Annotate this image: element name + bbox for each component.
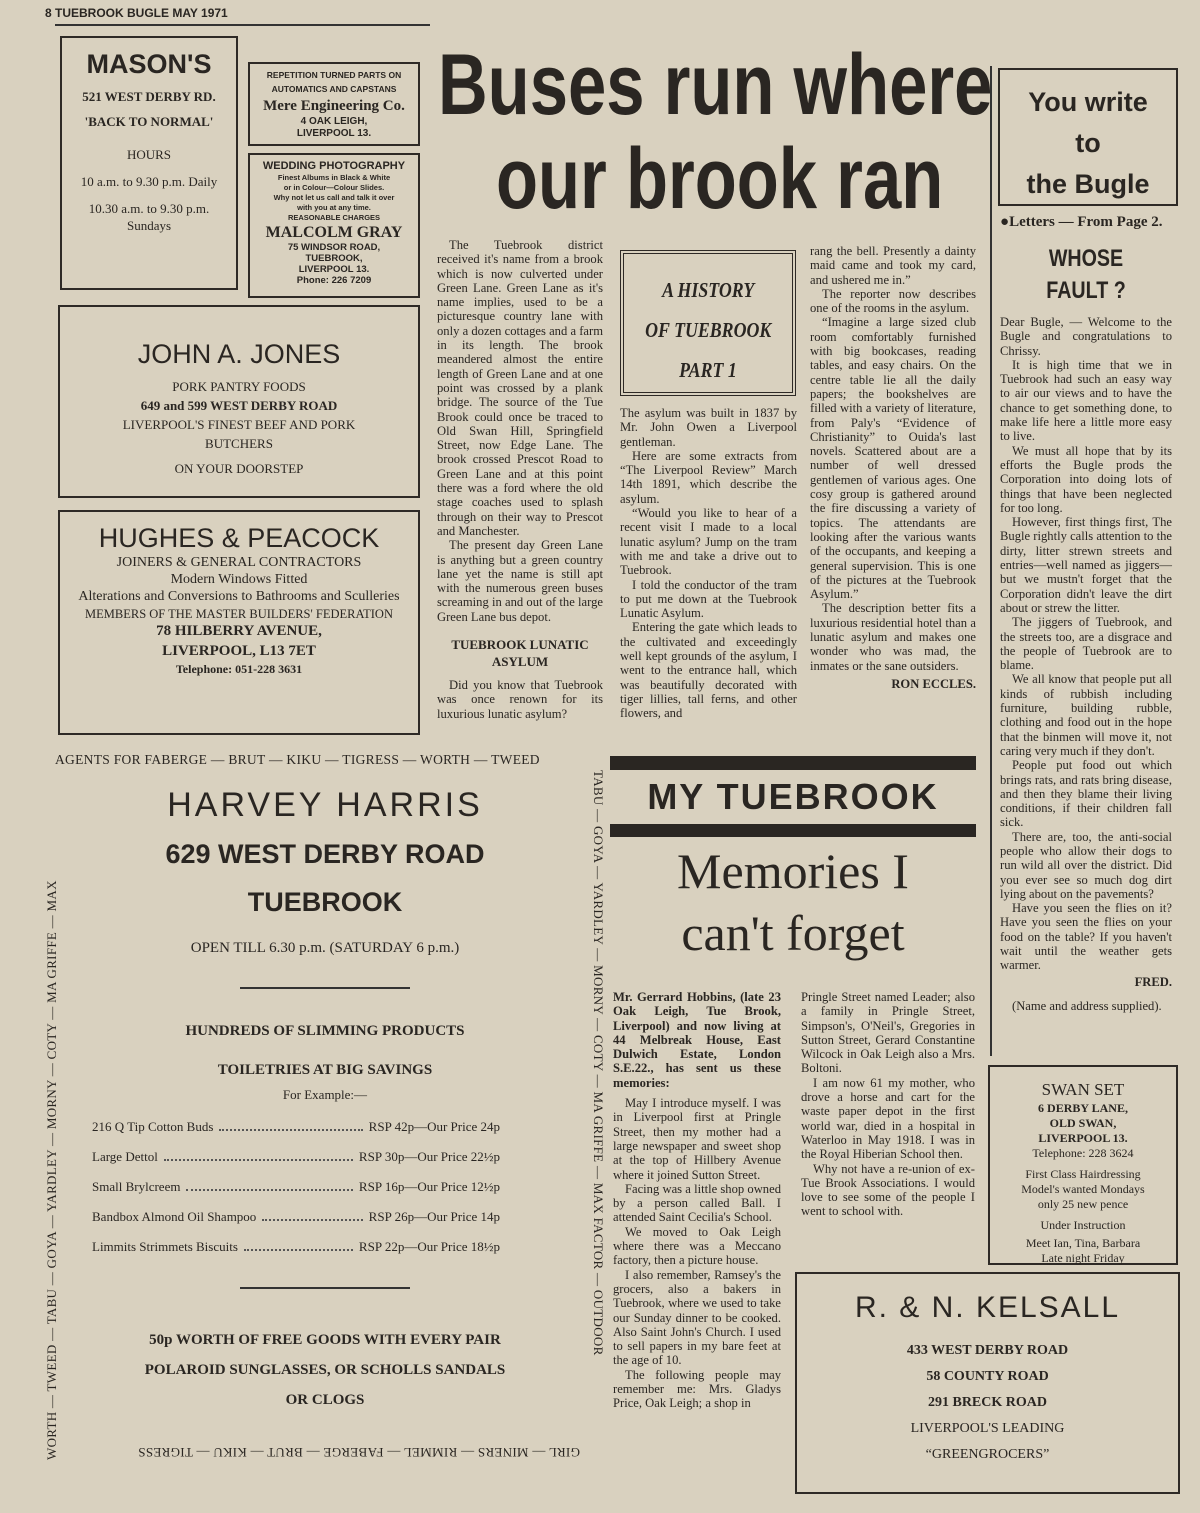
ad-address: 521 WEST DERBY RD.: [82, 89, 216, 104]
brands-strip-top: AGENTS FOR FABERGE — BRUT — KIKU — TIGRESS — WORTH — TWEED: [55, 752, 540, 767]
ad-address: LIVERPOOL 13.: [296, 128, 372, 139]
ad-address: 78 HILBERRY AVENUE,: [156, 623, 322, 639]
item-price: RSP 30p—Our Price 22½p: [358, 1149, 500, 1164]
harvey-harris-ad: [70, 780, 580, 1415]
paragraph: Facing was a little shop owned by a person called Ball. I attended Saint Cecilia's School.: [613, 1181, 781, 1225]
hughes-peacock-ad: [58, 510, 420, 735]
paragraph: The reporter now describes one of the rooms in the asylum.: [810, 286, 976, 316]
paragraph: However, first things first, The Bugle rightly calls attention to the dirty, litter strewn streets and entries—well named as jiggers—but we mustn't forget that the Corporation didn't leave the dirt about or strew the litter.: [1000, 515, 1172, 615]
price-row: [92, 1179, 500, 1195]
ad-line: For Example:—: [282, 1087, 368, 1102]
ad-title: WEDDING PHOTOGRAPHY: [262, 160, 406, 172]
opening-hours: OPEN TILL 6.30 p.m. (SATURDAY 6 p.m.): [190, 940, 460, 956]
paragraph: The description better fits a luxurious residential hotel than a lunatic asylum and makes one wonder who was mad, the inmates or the sane outsiders.: [810, 601, 976, 673]
ad-title: Mere Engineering Co.: [263, 98, 405, 114]
ad-line: MEMBERS OF THE MASTER BUILDERS' FEDERATION: [85, 607, 393, 621]
ad-line: ON YOUR DOORSTEP: [174, 461, 304, 476]
paragraph: Did you know that Tuebrook was once renown for its luxurious lunatic asylum?: [437, 678, 603, 721]
headline-line: our brook ran: [496, 131, 944, 227]
memories-column-2: [801, 990, 975, 1219]
ad-address: 6 DERBY LANE,: [1038, 1101, 1128, 1115]
box-line: to: [1075, 128, 1101, 158]
ad-phone: Telephone: 228 3624: [1032, 1146, 1134, 1160]
ad-phone: Telephone: 051-228 3631: [175, 662, 303, 676]
swan-set-ad: [988, 1065, 1178, 1265]
headline-line: Buses run where: [438, 37, 993, 133]
paragraph: “Would you like to hear of a recent visit I made to a local lunatic asylum? Jump on the tram with me and take a drive out to Tuebrook.: [620, 506, 797, 578]
letter-headline: WHOSE FAULT ?: [1046, 245, 1126, 304]
ad-title: HARVEY HARRIS: [167, 786, 483, 824]
paragraph: Dear Bugle, — Welcome to the Bugle and congratulations to Chrissy.: [1000, 315, 1172, 358]
ad-address: 4 OAK LEIGH,: [300, 116, 368, 127]
item-name: Limmits Strimmets Biscuits: [92, 1239, 238, 1254]
black-rule: [610, 756, 976, 770]
paragraph: Entering the gate which leads to the cultivated and exceedingly well kept grounds of the asylum, I went to the entrance hall, which was beautifully decorated with tiger lillies, tall ferns, and other flowers, and: [620, 620, 797, 721]
paragraph: We moved to Oak Leigh where there was a Meccano factory, then a picture house.: [613, 1224, 781, 1268]
item-name: Bandbox Almond Oil Shampoo: [92, 1209, 257, 1224]
divider: [240, 987, 410, 989]
ad-line: Modern Windows Fitted: [170, 572, 308, 587]
price-row: [92, 1149, 500, 1165]
paragraph: Pringle Street named Leader; also a family in Pringle Street, Simpson's, O'Neil's, Gregories in Sutton Street, Gerard Constantine Wilcock in Oak Leigh also a Mrs. Boltoni.: [801, 990, 975, 1076]
paragraph: May I introduce myself. I was in Liverpool first at Pringle Street, then my mother had a large newspaper and sweet shop at the top of Hillbery Avenue where it joined Sutton Street.: [613, 1096, 781, 1182]
note: (Name and address supplied).: [1012, 998, 1162, 1013]
intro: Mr. Gerrard Hobbins, (late 23 Oak Leigh, Tue Brook, Liverpool) and now living at 44 Melbreak House, East Dulwich Estate, London S.E.22., has sent us these memories:: [613, 990, 781, 1090]
memories-headline: [610, 840, 976, 964]
ad-heading: TOILETRIES AT BIG SAVINGS: [217, 1062, 433, 1078]
ad-address: 58 COUNTY ROAD: [926, 1369, 1049, 1384]
ad-line: “GREENGROCERS”: [925, 1447, 1050, 1462]
subheading: TUEBROOK LUNATIC ASYLUM: [451, 637, 589, 670]
paragraph: There are, too, the anti-social people who allow their dogs to run wild all over the district. Did you ever see so much dog dirt lying about on the pavements?: [1000, 829, 1172, 901]
ad-title: SWAN SET: [1041, 1080, 1125, 1099]
divider: [55, 24, 430, 26]
ad-line: with you at any time.: [297, 203, 371, 212]
history-column-1: [437, 238, 603, 721]
paragraph: rang the bell. Presently a dainty maid came and took my card, and ushered me in.”: [810, 244, 976, 287]
paragraph: The jiggers of Tuebrook, and the streets too, are a disgrace and the people of Tuebrook are to blame.: [1000, 615, 1172, 673]
section-title: MY TUEBROOK: [647, 776, 939, 817]
paragraph: We must all hope that by its efforts the Bugle prods the Corporation into doing lots of things that have been neglected for too long.: [1000, 443, 1172, 515]
item-price: RSP 42p—Our Price 24p: [368, 1119, 500, 1134]
paragraph: Why not have a re-union of ex-Tue Brook Associations. I would love to see some of the people I went to school with.: [801, 1161, 975, 1219]
headline-line: can't forget: [681, 905, 905, 961]
paragraph: People put food out which brings rats, and rats bring disease, and then they blame their living conditions, if their children fall sick.: [1000, 758, 1172, 830]
john-jones-ad: [58, 305, 420, 498]
ad-title: R. & N. KELSALL: [854, 1291, 1121, 1324]
ad-line: REASONABLE CHARGES: [287, 213, 381, 222]
ad-line: Why not let us call and talk it over: [273, 193, 395, 202]
ad-address: LIVERPOOL 13.: [1038, 1131, 1128, 1145]
malcolm-gray-ad: [248, 153, 420, 298]
item-price: RSP 26p—Our Price 14p: [368, 1209, 500, 1224]
ad-address: LIVERPOOL 13.: [298, 264, 370, 275]
ad-line: First Class Hairdressing: [1025, 1167, 1141, 1181]
paragraph: We all know that people put all kinds of rubbish including furniture, building rubble, clothing and food out in the hope that the binmen will move it, not caring very much if they don't.: [1000, 672, 1172, 758]
masons-ad: [60, 36, 238, 290]
ad-address: 629 WEST DERBY ROAD: [165, 839, 485, 869]
history-column-3: [810, 244, 976, 691]
ad-line: PORK PANTRY FOODS: [172, 379, 306, 394]
ad-title: HUGHES & PEACOCK: [98, 523, 380, 553]
ad-name: MALCOLM GRAY: [265, 224, 403, 241]
ad-line: Alterations and Conversions to Bathrooms and Sculleries: [78, 589, 400, 604]
offer-line: OR CLOGS: [285, 1392, 365, 1408]
price-row: [92, 1119, 500, 1135]
box-line: PART 1: [679, 358, 737, 382]
paragraph: I told the conductor of the tram to put me down at the Tuebrook Lunatic Asylum.: [620, 577, 797, 621]
bullet-icon: ●: [1000, 214, 1010, 230]
brands-strip-bottom: GIRL — MINERS — RIMMEL — FABERGE — BRUT — KIKU — TIGRESS: [138, 1445, 580, 1460]
ad-address: TUEBROOK,: [305, 253, 363, 264]
you-write-box: [998, 68, 1178, 206]
paragraph: It is high time that we in Tuebrook had such an easy way to air our views and to have the chance to get something done, to make life here a little more easy to live.: [1000, 357, 1172, 444]
ad-phone: Phone: 226 7209: [296, 275, 372, 286]
paragraph: The Tuebrook district received it's name from a brook which is now culverted under Green Lane. Green Lane as it's name implies, used to be a picturesque country lane with only a dozen cottages and a farm in its length. The brook meandered almost the entire length of Green Lane and at one point was crossed by a plank bridge. The source of the Tue Brook could once be traced to Old Swan Hill, Springfield Street, now Edge Lane. The brook crossed Prescot Road to Green Lane and at this point there was a ford where the old stage coaches used to splash through on their way to Prescot and Manchester.: [437, 238, 603, 538]
hours-daily: 10 a.m. to 9.30 p.m. Daily: [80, 174, 218, 189]
ad-address: 291 BRECK ROAD: [927, 1395, 1047, 1410]
paragraph: I am now 61 my mother, who drove a horse and cart for the waste paper depot in the first world war, died in a hospital in Waterloo in May 1918. I was in the Royal Hiberian School then.: [801, 1075, 975, 1162]
ad-line: only 25 new pence: [1037, 1197, 1129, 1211]
ad-line: 649 and 599 WEST DERBY ROAD: [140, 398, 338, 413]
brands-strip-left: WORTH — TWEED — TABU — GOYA — YARDLEY — MORNY — COTY — MA GRIFFE — MAX: [44, 880, 59, 1460]
page-header: 8 TUEBROOK BUGLE MAY 1971: [45, 6, 228, 20]
ad-address: LIVERPOOL, L13 7ET: [162, 643, 316, 659]
mere-engineering-ad: [248, 62, 420, 146]
ad-line: Finest Albums in Black & White: [277, 173, 391, 182]
price-row: [92, 1239, 500, 1255]
ad-title: MASON'S: [86, 49, 212, 79]
ad-heading: HUNDREDS OF SLIMMING PRODUCTS: [185, 1023, 465, 1039]
memories-column-1: [613, 990, 781, 1411]
item-name: 216 Q Tip Cotton Buds: [92, 1119, 214, 1134]
ad-address: 75 WINDSOR ROAD,: [287, 242, 381, 253]
ad-line: Model's wanted Mondays: [1021, 1182, 1145, 1196]
paragraph: Here are some extracts from “The Liverpool Review” March 14th 1891, which describe the asylum.: [620, 448, 797, 506]
history-part-box: [620, 250, 796, 396]
black-rule: [610, 824, 976, 837]
history-headline: [438, 38, 998, 226]
price-list: [70, 1119, 580, 1255]
kelsall-ad: [795, 1272, 1180, 1494]
divider: [240, 1287, 410, 1289]
ad-line: JOINERS & GENERAL CONTRACTORS: [116, 555, 362, 570]
ad-line: or in Colour—Colour Slides.: [283, 183, 385, 192]
ad-address: OLD SWAN,: [1049, 1116, 1117, 1130]
ad-line: Meet Ian, Tina, Barbara: [1025, 1236, 1141, 1250]
history-column-2: [620, 406, 797, 721]
letters-column: [1000, 214, 1172, 1013]
box-line: You write: [1028, 87, 1148, 117]
ad-line: Late night Friday: [1041, 1251, 1125, 1265]
signature: FRED.: [1134, 974, 1172, 989]
letters-intro: Letters — From Page 2.: [1009, 214, 1163, 230]
ad-line: AUTOMATICS AND CAPSTANS: [271, 84, 397, 94]
hours-label: HOURS: [126, 147, 172, 162]
ad-line: Under Instruction: [1040, 1218, 1126, 1232]
ad-title: JOHN A. JONES: [137, 339, 341, 369]
item-name: Small Brylcreem: [92, 1179, 181, 1194]
price-row: [92, 1209, 500, 1225]
ad-line: LIVERPOOL'S FINEST BEEF AND PORK BUTCHERS: [122, 417, 356, 451]
paragraph: The following people may remember me: Mrs. Gladys Price, Oak Leigh; a shop in: [613, 1367, 781, 1411]
column-rule: [990, 66, 992, 1056]
paragraph: I also remember, Ramsey's the grocers, also a bakers in Tuebrook, where we used to take our Sunday dinner to be cooked. Also Saint John's Church. I used to sell papers in my bare feet at the age of 10.: [613, 1267, 781, 1368]
offer-line: POLAROID SUNGLASSES, OR SCHOLLS SANDALS: [144, 1362, 506, 1378]
offer-line: 50p WORTH OF FREE GOODS WITH EVERY PAIR: [149, 1332, 501, 1348]
hours-sunday: 10.30 a.m. to 9.30 p.m. Sundays: [88, 201, 210, 233]
brands-strip-right: TABU — GOYA — YARDLEY — MORNY — COTY — MA GRIFFE — MAX FACTOR — OUTDOOR: [591, 770, 606, 1356]
headline-line: Memories I: [677, 843, 909, 899]
paragraph: “Imagine a large sized club room comfortably furnished with big bookcases, reading tables, and easy chairs. On the centre table lie all the daily papers; the bookshelves are filled with a variety of literature, from Paly's “Evidence of Christianity” to Ouida's last novels. Scattered about are a number of well dressed gentlemen of various ages. One cosy group is gathered around the fire discussing a variety of topics. The attendants are looking after the various wants of the occupants, and keeping a general supervision. This is one of the pictures at the Tuebrook Asylum.”: [810, 315, 976, 602]
box-line: A HISTORY: [661, 278, 755, 302]
ad-line: LIVERPOOL'S LEADING: [910, 1421, 1065, 1436]
ad-line: REPETITION TURNED PARTS ON: [266, 70, 402, 80]
ad-address: TUEBROOK: [247, 887, 403, 917]
item-price: RSP 16p—Our Price 12½p: [358, 1179, 500, 1194]
item-price: RSP 22p—Our Price 18½p: [358, 1239, 500, 1254]
item-name: Large Dettol: [92, 1149, 158, 1164]
paragraph: The asylum was built in 1837 by Mr. John Owen a Liverpool gentleman.: [620, 406, 797, 449]
byline: RON ECCLES.: [891, 676, 976, 691]
box-line: the Bugle: [1026, 169, 1150, 199]
box-line: OF TUEBROOK: [644, 318, 772, 342]
paragraph: Have you seen the flies on it? Have you seen the flies on your food on the table? If you haven't wait until the weather gets warmer.: [1000, 901, 1172, 973]
ad-tagline: 'BACK TO NORMAL': [84, 114, 214, 129]
paragraph: The present day Green Lane is anything but a green country lane yet the name is still apt with the numerous green buses screaming in and out of the large Green Lane bus depot.: [437, 538, 603, 624]
ad-address: 433 WEST DERBY ROAD: [906, 1343, 1069, 1358]
